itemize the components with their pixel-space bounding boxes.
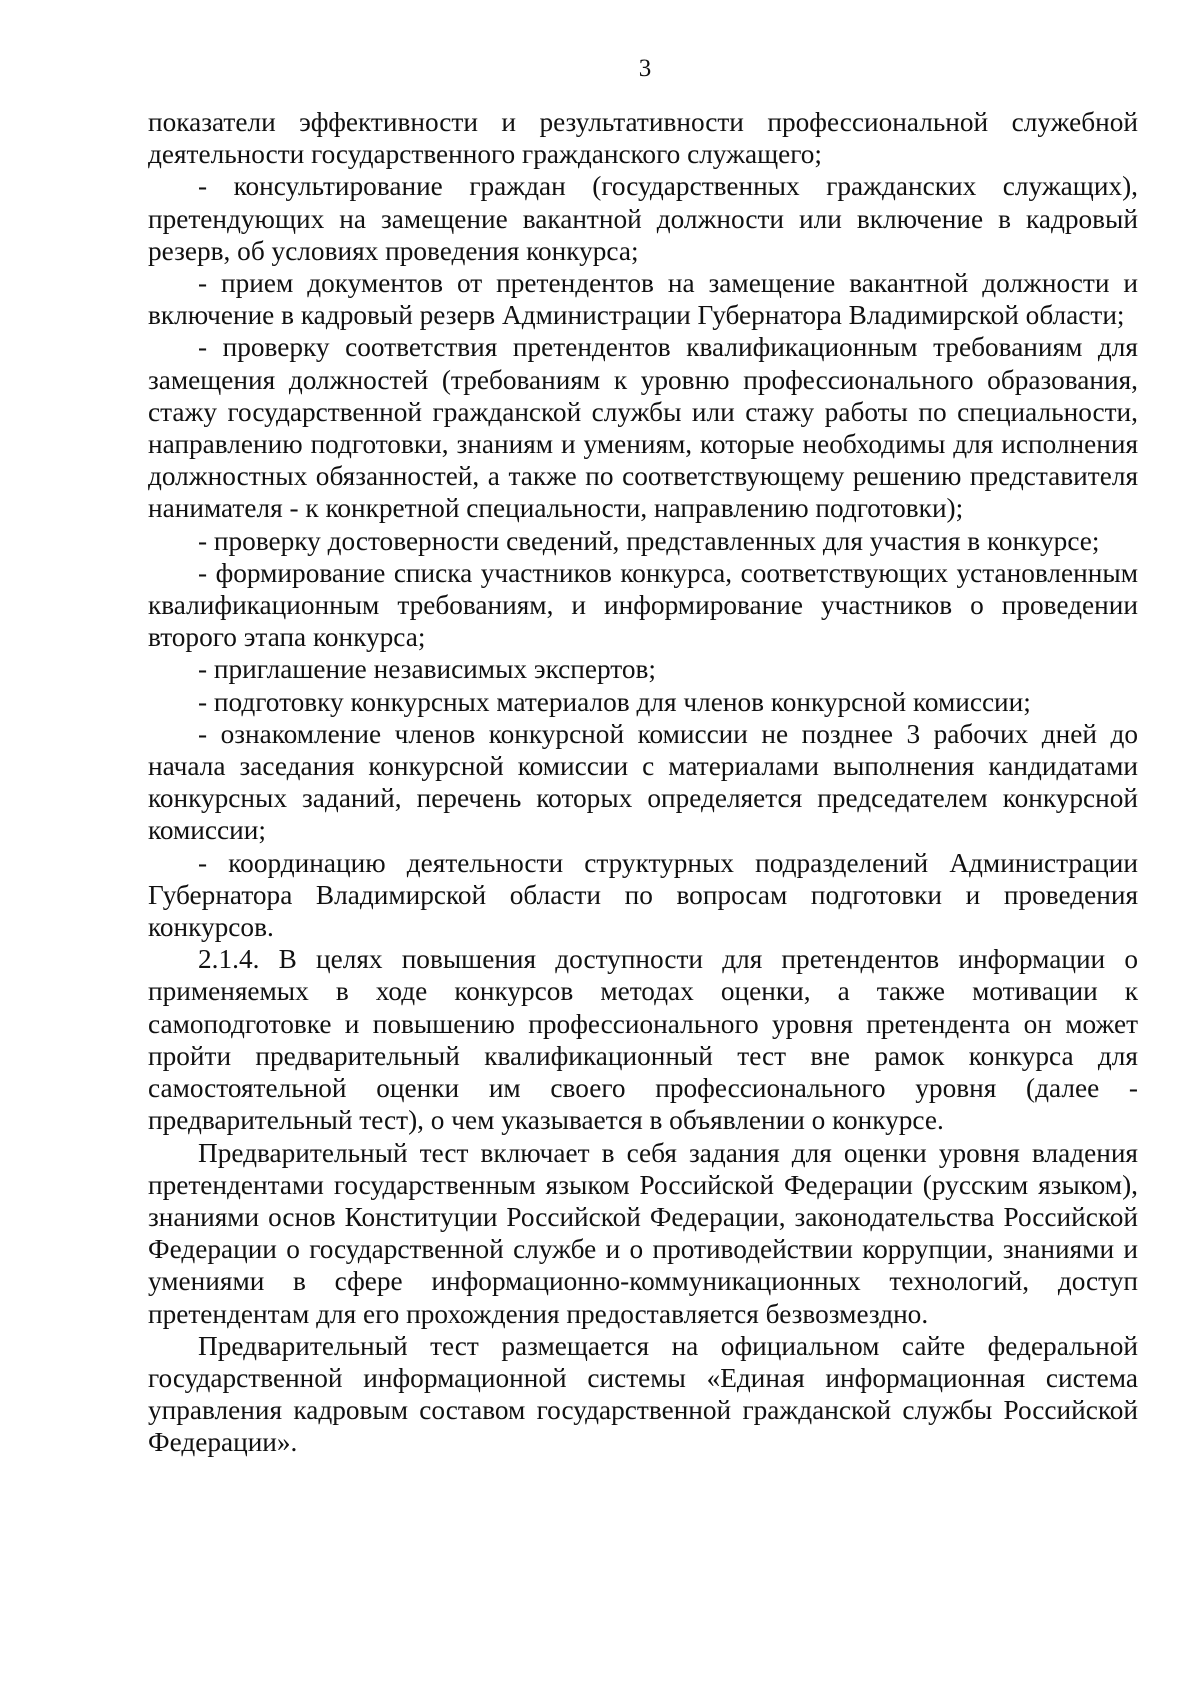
list-item-consulting: - консультирование граждан (государственных гражданских служащих), претендующих на замещение вакантной должности или включение в кадровый резерв, об условиях проведения конкурса;	[148, 171, 1138, 266]
list-item-coordination: - координацию деятельности структурных подразделений Администрации Губернатора Владимирской области по вопросам подготовки и проведения конкурсов.	[148, 847, 1138, 943]
list-item-familiarization: - ознакомление членов конкурсной комиссии не позднее 3 рабочих дней до начала заседания конкурсной комиссии с материалами выполнения кандидатами конкурсных заданий, перечень которых определяется председателем конкурсной комиссии;	[148, 718, 1138, 846]
paragraph-preliminary-test-content: Предварительный тест включает в себя задания для оценки уровня владения претендентами государственным языком Российской Федерации (русским языком), знаниями основ Конституции Российской Федерации, законодательства Российской Федерации о государственной службе и о противодействии коррупции, знаниями и умениями в сфере информационно-коммуникационных технологий, доступ претендентам для его прохождения предоставляется безвозмездно.	[148, 1137, 1138, 1329]
list-item-prepare-materials: - подготовку конкурсных материалов для членов конкурсной комиссии;	[198, 686, 1031, 717]
page-number: 3	[638, 55, 652, 82]
list-item-participants-list: - формирование списка участников конкурса, соответствующих установленным квалификационным требованиям, и информирование участников о проведении второго этапа конкурса;	[148, 557, 1138, 653]
list-item-invite-experts: - приглашение независимых экспертов;	[198, 654, 656, 685]
paragraph-preliminary-test-placement: Предварительный тест размещается на официальном сайте федеральной государственной информационной системы «Единая информационная система управления кадровым составом государственной гражданской службы Российской Федерации».	[148, 1330, 1138, 1458]
list-item-qualification-check: - проверку соответствия претендентов квалификационным требованиям для замещения должностей (требованиям к уровню профессионального образования, стажу государственной гражданской службы или стажу работы по специальности, направлению подготовки, знаниям и умениям, которые необходимы для исполнения должностных обязанностей, а также по соответствующему решению представителя нанимателя - к конкретной специальности, направлению подготовки);	[148, 332, 1138, 524]
list-item-document-reception: - прием документов от претендентов на замещение вакантной должности и включение в кадровый резерв Администрации Губернатора Владимирской области;	[148, 268, 1138, 331]
document-body	[148, 106, 1138, 1459]
list-item-reliability-check: - проверку достоверности сведений, представленных для участия в конкурсе;	[198, 525, 1100, 556]
section-2-1-4: 2.1.4. В целях повышения доступности для претендентов информации о применяемых в ходе конкурсов методах оценки, а также мотивации к самоподготовке и повышению профессионального уровня претендента он может пройти предварительный квалификационный тест вне рамок конкурса для самостоятельной оценки им своего профессионального уровня (далее - предварительный тест), о чем указывается в объявлении о конкурсе.	[148, 944, 1138, 1136]
paragraph-performance-indicators: показатели эффективности и результативности профессиональной служебной деятельности государственного гражданского служащего;	[148, 107, 1138, 170]
